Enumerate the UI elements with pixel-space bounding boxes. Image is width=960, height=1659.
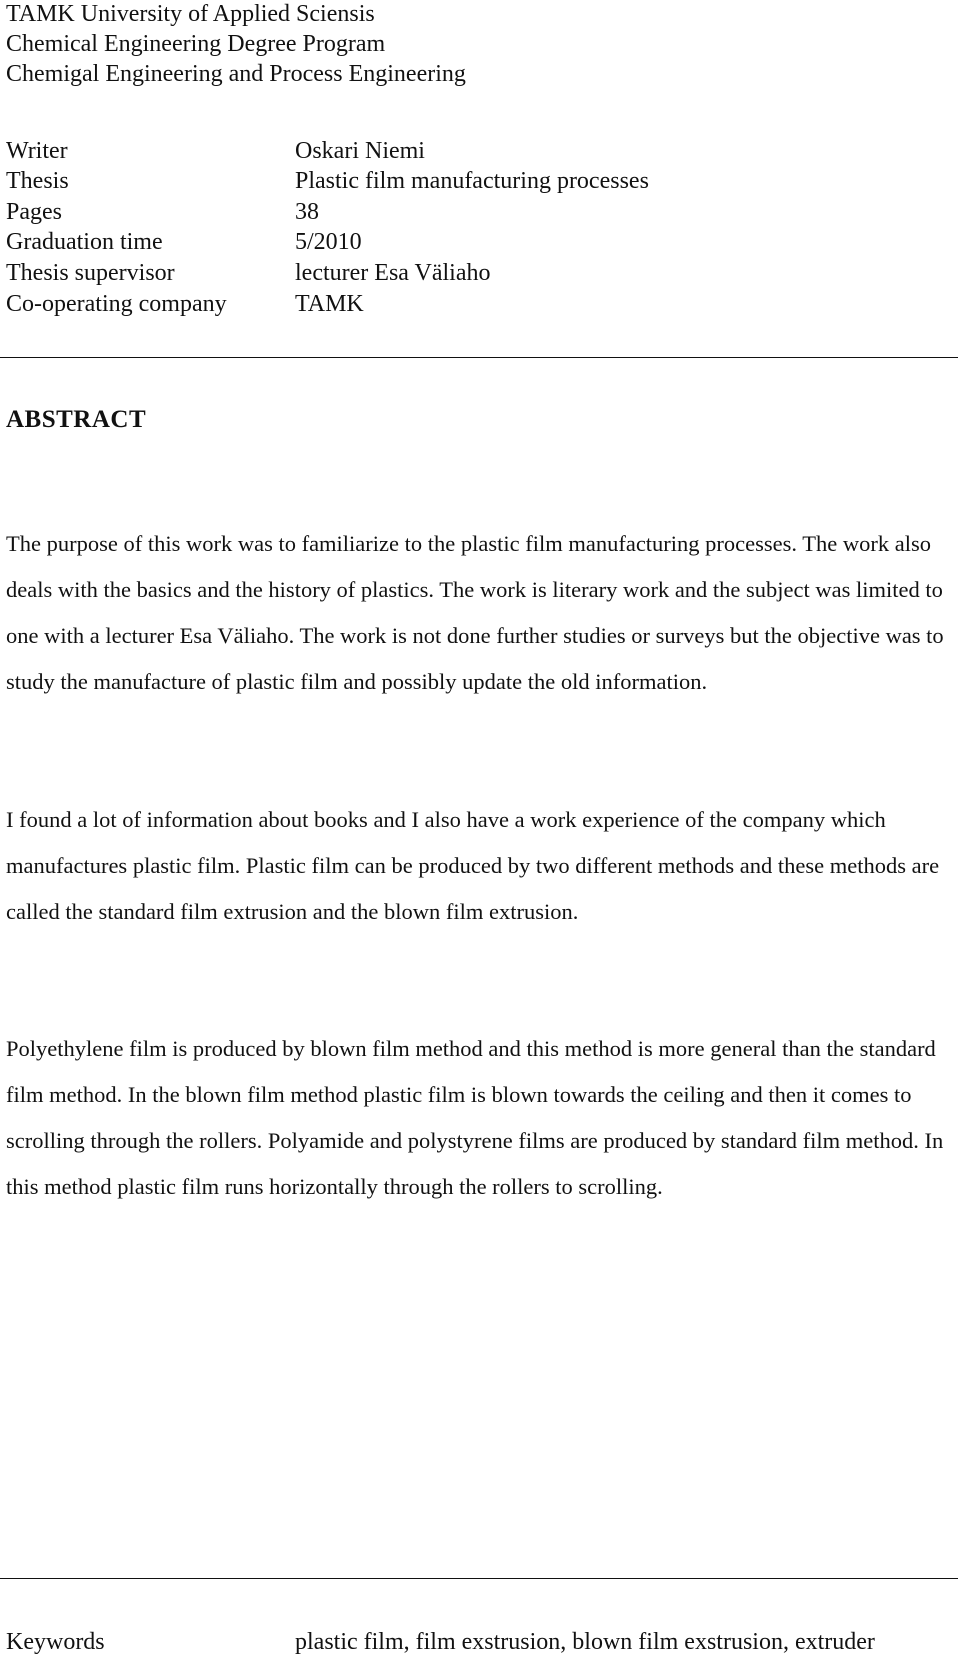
bottom-divider xyxy=(0,1578,958,1579)
abstract-paragraph-2: I found a lot of information about books and I also have a work experience of the company which manufactures plastic film. Plastic film can be produced by two different methods and these methods are called the standard film extrusion and the blown film extrusion. xyxy=(6,807,940,924)
pages-value: 38 xyxy=(295,199,319,225)
supervisor-value: lecturer Esa Väliaho xyxy=(295,260,491,286)
abstract-paragraph-3: Polyethylene film is produced by blown film method and this method is more general than the standard film method. In the blown film method plastic film is blown towards the ceiling and then it comes to scrolling through the rollers. Polyamide and polystyrene films are produced by standard film method. In this method plastic film runs horizontally through the rollers to scrolling. xyxy=(6,1036,944,1199)
top-divider xyxy=(0,357,958,358)
graduation-label: Graduation time xyxy=(6,229,163,255)
company-label: Co-operating company xyxy=(6,291,227,317)
specialization: Chemigal Engineering and Process Engineering xyxy=(6,61,466,87)
university-name: TAMK University of Applied Sciensis xyxy=(6,1,375,27)
degree-program: Chemical Engineering Degree Program xyxy=(6,31,386,57)
pages-label: Pages xyxy=(6,199,62,225)
company-value: TAMK xyxy=(295,291,364,317)
writer-label: Writer xyxy=(6,138,68,164)
graduation-value: 5/2010 xyxy=(295,229,362,255)
keywords-label: Keywords xyxy=(6,1629,105,1655)
abstract-paragraph-1: The purpose of this work was to familiarize to the plastic film manufacturing processes. The work also deals with the basics and the history of plastics. The work is literary work and the subject was limited to one with a lecturer Esa Väliaho. The work is not done further studies or surveys but the objective was to study the manufacture of plastic film and possibly update the old information. xyxy=(6,531,944,694)
writer-value: Oskari Niemi xyxy=(295,138,425,164)
abstract-heading: ABSTRACT xyxy=(6,406,147,433)
thesis-label: Thesis xyxy=(6,168,69,194)
thesis-value: Plastic film manufacturing processes xyxy=(295,168,649,194)
supervisor-label: Thesis supervisor xyxy=(6,260,175,286)
keywords-value: plastic film, film exstrusion, blown film exstrusion, extruder xyxy=(295,1629,875,1655)
